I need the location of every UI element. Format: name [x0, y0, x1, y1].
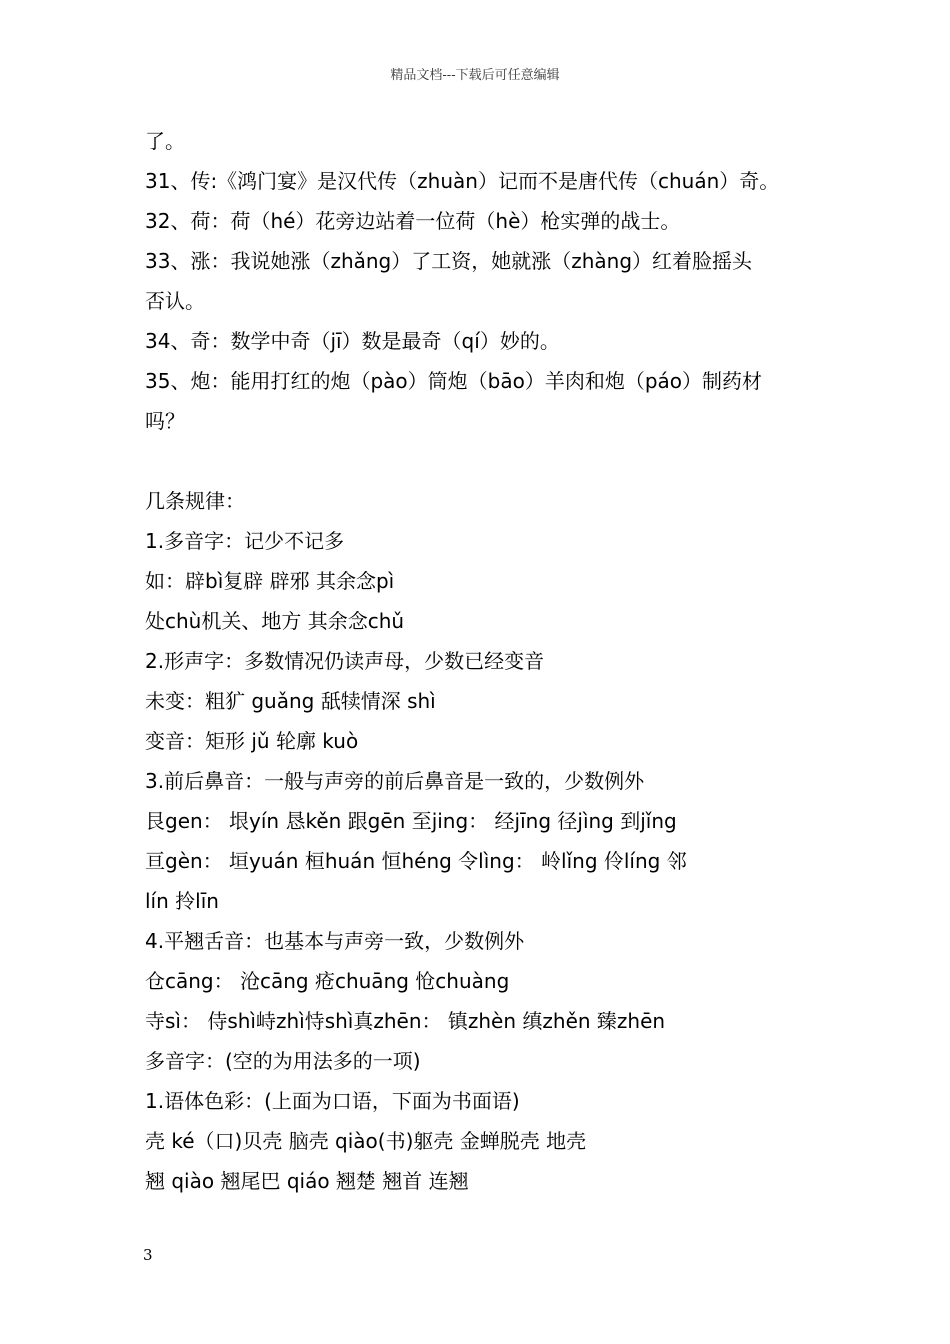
text-line: 变音：矩形 jǔ 轮廓 kuò: [145, 729, 359, 753]
document-body: [145, 121, 845, 1201]
text-line: 34、奇：数学中奇（jī）数是最奇（qí）妙的。: [145, 329, 560, 353]
text-line: 处chù机关、地方 其余念chǔ: [145, 609, 405, 633]
text-line: 如：辟bì复辟 辟邪 其余念pì: [145, 569, 395, 593]
text-line: 32、荷：荷（hé）花旁边站着一位荷（hè）枪实弹的战士。: [145, 209, 681, 233]
text-line: lín 拎līn: [145, 889, 219, 913]
text-line: 35、炮：能用打红的炮（pào）筒炮（bāo）羊肉和炮（páo）制药材: [145, 369, 763, 393]
text-line: 翘 qiào 翘尾巴 qiáo 翘楚 翘首 连翘: [145, 1169, 469, 1193]
text-line: 吗？: [145, 409, 185, 433]
page-header: 精品文档---下载后可任意编辑: [390, 68, 560, 83]
text-line: 寺sì： 侍shì峙zhì恃shì真zhēn： 镇zhèn 缜zhěn 臻zhēn: [145, 1009, 666, 1033]
text-line: 多音字：(空的为用法多的一项): [145, 1049, 421, 1073]
text-line: 未变：粗犷 guǎng 舐犊情深 shì: [145, 689, 436, 713]
section-heading: 几条规律：: [145, 489, 245, 513]
text-line: 亘gèn： 垣yuán 桓huán 恒héng 令lìng： 岭lǐng 伶líng 邻: [145, 849, 687, 873]
text-line: 2.形声字：多数情况仍读声母，少数已经变音: [145, 649, 545, 673]
text-line: 33、涨：我说她涨（zhǎng）了工资，她就涨（zhàng）红着脸摇头: [145, 249, 753, 273]
text-line: 4.平翘舌音：也基本与声旁一致，少数例外: [145, 929, 525, 953]
text-line: 了。: [145, 129, 185, 153]
blank-line: [145, 441, 845, 481]
page-number: 3: [143, 1246, 153, 1264]
text-line: 3.前后鼻音：一般与声旁的前后鼻音是一致的，少数例外: [145, 769, 645, 793]
text-line: 仓cāng： 沧cāng 疮chuāng 怆chuàng: [145, 969, 510, 993]
text-line: 1.语体色彩：(上面为口语，下面为书面语): [145, 1089, 520, 1113]
text-line: 艮gen： 垠yín 恳kěn 跟gēn 至jing： 经jīng 径jìng 到jǐng: [145, 809, 677, 833]
text-line: 1.多音字：记少不记多: [145, 529, 345, 553]
text-line: 否认。: [145, 289, 205, 313]
text-line: 31、传:《鸿门宴》是汉代传（zhuàn）记而不是唐代传（chuán）奇。: [145, 169, 780, 193]
text-line: 壳 ké（口)贝壳 脑壳 qiào(书)躯壳 金蝉脱壳 地壳: [145, 1129, 587, 1153]
